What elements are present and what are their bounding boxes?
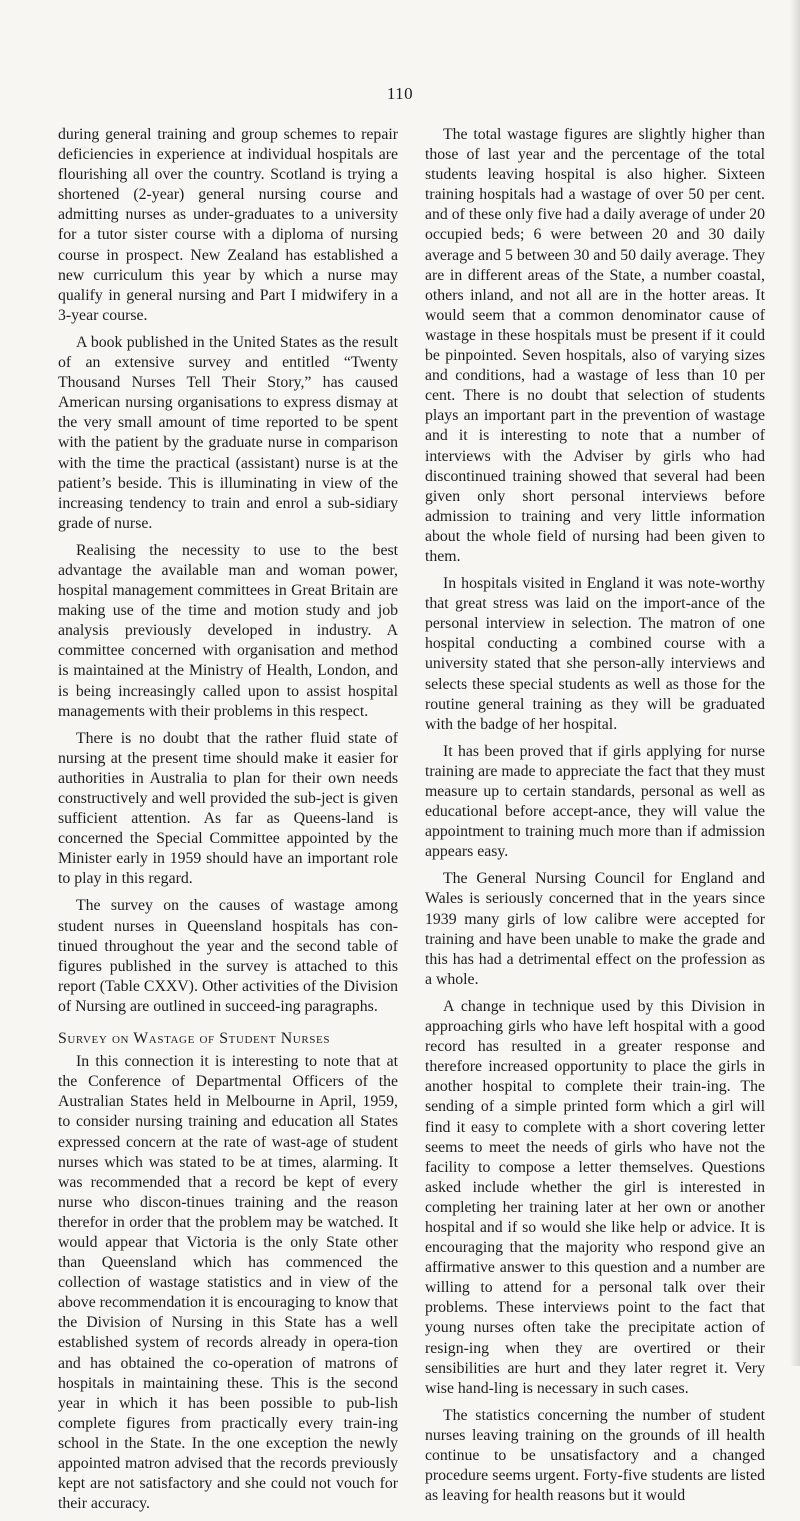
left-paragraph-5: The survey on the causes of wastage among student nurses in Queensland hospitals has con-tinued throughout the year and the second table of figures published in the survey is attached to this report (Table CXXV). Other activities of the Division of Nursing are outlined in succeed-ing paragraphs. bbox=[58, 897, 398, 1015]
left-paragraph-2: A book published in the United States as the result of an extensive survey and entitled “Twenty Thousand Nurses Tell Their Story,” has caused American nursing organisations to express dismay at the very small amount of time reported to be spent with the patient by the graduate nurse in comparison with the time the practical (assistant) nurse is at the patient’s beside. This is illuminating in view of the increasing tendency to train and enrol a sub-sidiary grade of nurse. bbox=[58, 333, 398, 532]
left-paragraph-1: during general training and group schemes to repair deficiencies in experience at individual hospitals are flourishing all over the country. Scotland is trying a shortened (2-year) general nursing course and admitting nurses as under-graduates to a university for a tutor sister course with a diploma of nursing course in prospect. New Zealand has established a new curriculum this year by which a nurse may qualify in general nursing and Part I midwifery in a 3-year course. bbox=[58, 126, 398, 324]
right-paragraph-1: The total wastage figures are slightly higher than those of last year and the percentage of the total students leaving hospital is also higher. Sixteen training hospitals had a wastage of over 50 per cent. and of these only five had a daily average of under 20 occupied beds; 6 were between 20 and 30 daily average and 5 between 30 and 50 daily average. They are in different areas of the State, a number coastal, others inland, and not all are in the hotter areas. It would seem that a common denominator cause of wastage in these hospitals must be present if it could be pinpointed. Seven hospitals, also of varying sizes and conditions, had a wastage of less than 10 per cent. There is no doubt that selection of students plays an important part in the prevention of wastage and it is interesting to note that a number of interviews with the Adviser by girls who had discontinued training showed that several had been given only short personal interviews before admission to training and very little information about the whole field of nursing had been given to them. bbox=[425, 126, 765, 565]
left-paragraph-3: Realising the necessity to use to the best advantage the available man and woman power, hospital management committees in Great Britain are making use of the time and motion study and job analysis previously developed in industry. A committee concerned with organisation and method is maintained at the Ministry of Health, London, and is being increasingly called upon to assist hospital managements with their problems in this respect. bbox=[58, 541, 398, 720]
right-paragraph-4: The General Nursing Council for England and Wales is seriously concerned that in the years since 1939 many girls of low calibre were accepted for training and have been unable to make the grade and this has had a detrimental effect on the profession as a whole. bbox=[425, 870, 765, 988]
right-paragraph-3: It has been proved that if girls applying for nurse training are made to appreciate the fact that they must measure up to certain standards, personal as well as educational before accept-ance, they will value the appointment to training much more than if admission appears easy. bbox=[425, 742, 765, 861]
left-paragraph-6: In this connection it is interesting to note that at the Conference of Departmental Officers of the Australian States held in Melbourne in April, 1959, to consider nursing training and education all States expressed concern at the rate of wast-age of student nurses which was stated to be at times, alarming. It was recommended that a record be kept of every nurse who discon-tinues training and the reason therefor in order that the problem may be watched. It would appear that Victoria is the only State other than Queensland which has commenced the collection of wastage statistics and in view of the above recommendation it is encouraging to know that the Division of Nursing in this State has a well established system of records already in opera-tion and has obtained the co-operation of matrons of hospitals in maintaining these. This is the second year in which it has been possible to pub-lish complete figures from practically every train-ing school in the State. In the one exception the newly appointed matron advised that the records previously kept are not satisfactory and she could not vouch for their accuracy. bbox=[58, 1053, 398, 1513]
page-edge-shadow bbox=[790, 0, 800, 1366]
left-paragraph-4: There is no doubt that the rather fluid state of nursing at the present time should make it easier for authorities in Australia to plan for their own needs constructively and well provided the sub-ject is given sufficient attention. As far as Queens-land is concerned the Special Committee appointed by the Minister early in 1959 should have an important role to play in this regard. bbox=[58, 729, 398, 888]
right-paragraph-5: A change in technique used by this Division in approaching girls who have left hospital with a good record has resulted in a greater response and therefore increased opportunity to place the girls in another hospital to complete their train-ing. The sending of a simple printed form which a girl will find it easy to complete with a short covering letter seems to meet the needs of girls who have not the facility to compose a letter themselves. Questions asked include whether the girl is interested in completing her training later at her own or another hospital and if so would she like help or advice. It is encouraging that the majority who respond give an affirmative answer to this question and a number are willing to attend for a personal talk over their problems. These interviews point to the fact that young nurses often take the precipitate action of resign-ing when they are overtired or their sensibilities are hurt and they later regret it. Very wise hand-ling is necessary in such cases. bbox=[425, 997, 765, 1397]
right-paragraph-2: In hospitals visited in England it was note-worthy that great stress was laid on the import-ance of the personal interview in selection. The matron of one hospital conducting a combined course with a university stated that she person-ally interviews and selects these special students as well as those for the routine general training as they will be graduated with the badge of her hospital. bbox=[425, 575, 765, 733]
right-column bbox=[425, 125, 765, 1513]
right-paragraph-6: The statistics concerning the number of student nurses leaving training on the grounds of ill health continue to be unsatisfactory and a changed procedure seems urgent. Forty-five students are listed as leaving for health reasons but it would bbox=[425, 1406, 765, 1505]
section-heading-wastage-survey: Survey on Wastage of Student Nurses bbox=[58, 1030, 331, 1048]
page-number: 110 bbox=[386, 84, 414, 103]
left-column bbox=[58, 125, 398, 1521]
